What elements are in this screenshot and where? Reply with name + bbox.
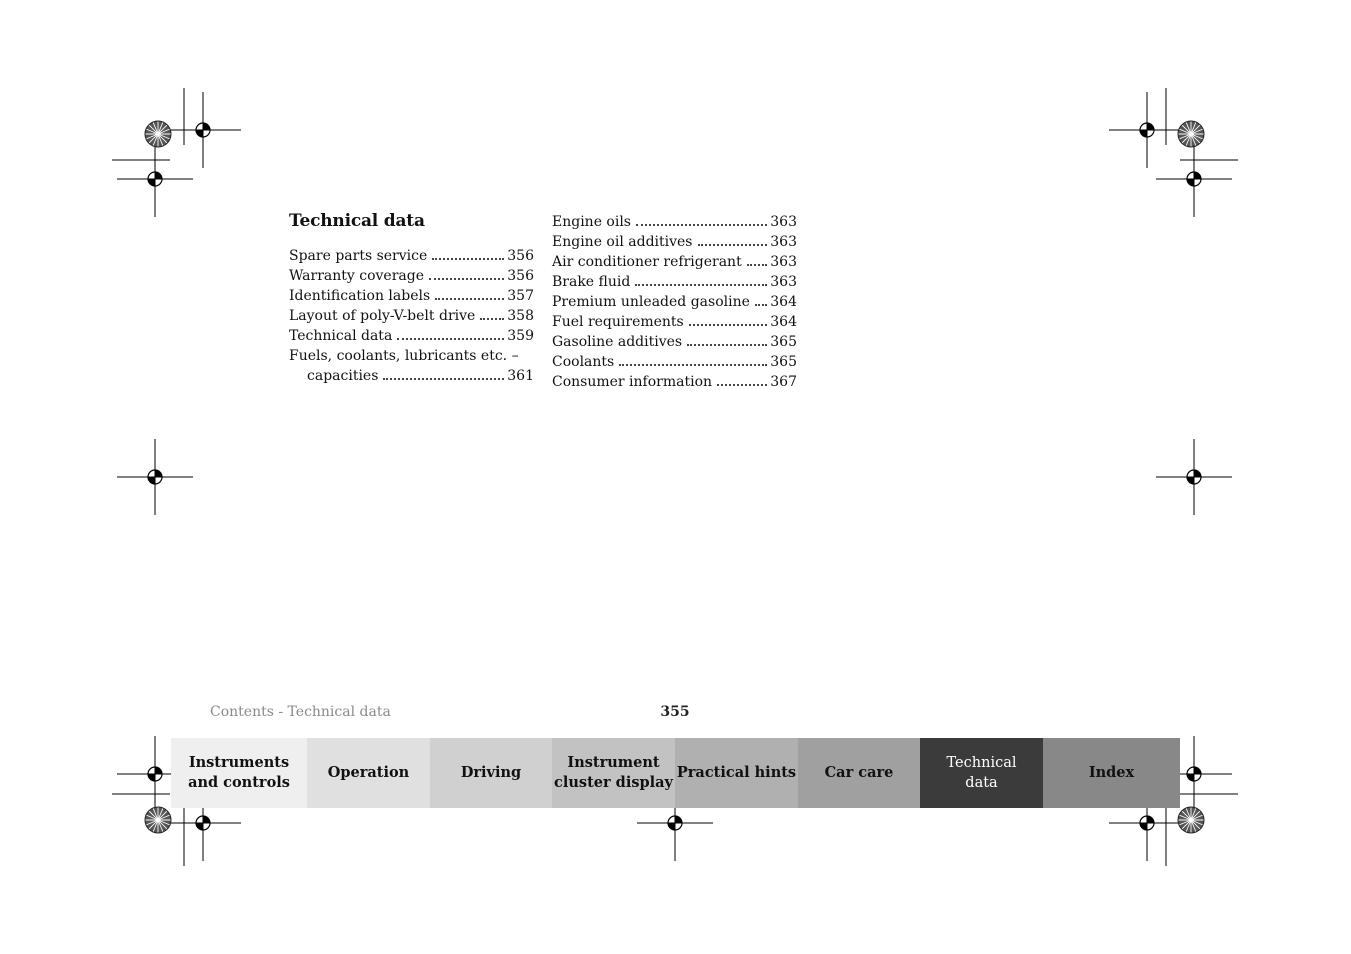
tab-technical-data[interactable]: Technical data bbox=[920, 738, 1043, 808]
footer-section-label: Contents - Technical data bbox=[210, 704, 391, 720]
tab-index[interactable]: Index bbox=[1043, 738, 1180, 808]
toc-entry-page: 359 bbox=[507, 328, 534, 344]
toc-entry-label: Brake fluid bbox=[552, 274, 631, 290]
toc-leader-dots bbox=[635, 283, 767, 286]
toc-entry[interactable] bbox=[552, 232, 797, 252]
toc-entry-label: Engine oil additives bbox=[552, 234, 693, 250]
toc-entry-page: 363 bbox=[770, 214, 797, 230]
toc-entry-label: Warranty coverage bbox=[289, 268, 425, 284]
toc-entry-label: Fuel requirements bbox=[552, 314, 684, 330]
toc-leader-dots bbox=[698, 243, 768, 246]
toc-leader-dots bbox=[717, 383, 767, 386]
toc-entry[interactable] bbox=[552, 352, 797, 372]
toc-entry-page: 364 bbox=[770, 314, 797, 330]
toc-leader-dots bbox=[480, 317, 504, 320]
toc-entry[interactable] bbox=[289, 326, 534, 346]
toc-entry[interactable] bbox=[552, 212, 797, 232]
toc-entry[interactable] bbox=[289, 266, 534, 286]
toc-entry-label: Premium unleaded gasoline bbox=[552, 294, 750, 310]
toc-entry-page: 364 bbox=[770, 294, 797, 310]
toc-entry[interactable] bbox=[552, 332, 797, 352]
toc-left-column bbox=[289, 246, 534, 386]
toc-leader-dots bbox=[619, 363, 767, 366]
tab-practical-hints[interactable]: Practical hints bbox=[675, 738, 798, 808]
toc-leader-dots bbox=[755, 303, 767, 306]
section-title: Technical data bbox=[289, 211, 425, 231]
toc-entry-page: 358 bbox=[507, 308, 534, 324]
toc-entry-label: Coolants bbox=[552, 354, 615, 370]
toc-leader-dots bbox=[397, 337, 504, 340]
toc-entry-label: Identification labels bbox=[289, 288, 431, 304]
toc-entry-label-continued: capacities bbox=[307, 368, 379, 384]
toc-leader-dots bbox=[747, 263, 768, 266]
toc-entry-page: 363 bbox=[770, 234, 797, 250]
toc-entry-label: Consumer information bbox=[552, 374, 713, 390]
toc-leader-dots bbox=[429, 277, 504, 280]
toc-entry-label: Fuels, coolants, lubricants etc. – bbox=[289, 348, 519, 364]
toc-entry[interactable] bbox=[552, 272, 797, 292]
toc-entry-page: 356 bbox=[507, 248, 534, 264]
toc-leader-dots bbox=[687, 343, 767, 346]
toc-entry-label: Engine oils bbox=[552, 214, 631, 230]
toc-entry-label: Spare parts service bbox=[289, 248, 428, 264]
toc-entry[interactable] bbox=[552, 292, 797, 312]
tab-driving[interactable]: Driving bbox=[430, 738, 552, 808]
toc-entry[interactable] bbox=[552, 312, 797, 332]
toc-entry[interactable] bbox=[289, 286, 534, 306]
toc-entry-page: 361 bbox=[507, 368, 534, 384]
toc-entry-page: 365 bbox=[770, 354, 797, 370]
toc-leader-dots bbox=[435, 297, 504, 300]
page-number: 355 bbox=[660, 704, 690, 720]
toc-right-column bbox=[552, 212, 797, 392]
toc-entry-label: Layout of poly-V-belt drive bbox=[289, 308, 476, 324]
toc-entry-page: 356 bbox=[507, 268, 534, 284]
toc-entry[interactable] bbox=[552, 372, 797, 392]
toc-entry-label: Gasoline additives bbox=[552, 334, 683, 350]
chapter-tab-bar bbox=[171, 738, 1180, 808]
toc-leader-dots bbox=[689, 323, 768, 326]
tab-instrument-cluster-display[interactable]: Instrument cluster display bbox=[552, 738, 675, 808]
toc-entry-line-1[interactable] bbox=[289, 346, 534, 366]
tab-operation[interactable]: Operation bbox=[307, 738, 430, 808]
toc-entry-page: 363 bbox=[770, 274, 797, 290]
toc-entry-line-2[interactable] bbox=[289, 366, 534, 386]
toc-entry-page: 365 bbox=[770, 334, 797, 350]
toc-entry[interactable] bbox=[552, 252, 797, 272]
tab-car-care[interactable]: Car care bbox=[798, 738, 920, 808]
toc-entry-label: Technical data bbox=[289, 328, 393, 344]
toc-leader-dots bbox=[383, 377, 504, 380]
tab-instruments-and-controls[interactable]: Instruments and controls bbox=[171, 738, 307, 808]
toc-entry[interactable] bbox=[289, 246, 534, 266]
toc-entry-page: 357 bbox=[507, 288, 534, 304]
toc-entry-page: 363 bbox=[770, 254, 797, 270]
toc-entry[interactable] bbox=[289, 306, 534, 326]
toc-entry-label: Air conditioner refrigerant bbox=[552, 254, 742, 270]
toc-leader-dots bbox=[636, 223, 767, 226]
toc-leader-dots bbox=[432, 257, 504, 260]
toc-entry-page: 367 bbox=[770, 374, 797, 390]
